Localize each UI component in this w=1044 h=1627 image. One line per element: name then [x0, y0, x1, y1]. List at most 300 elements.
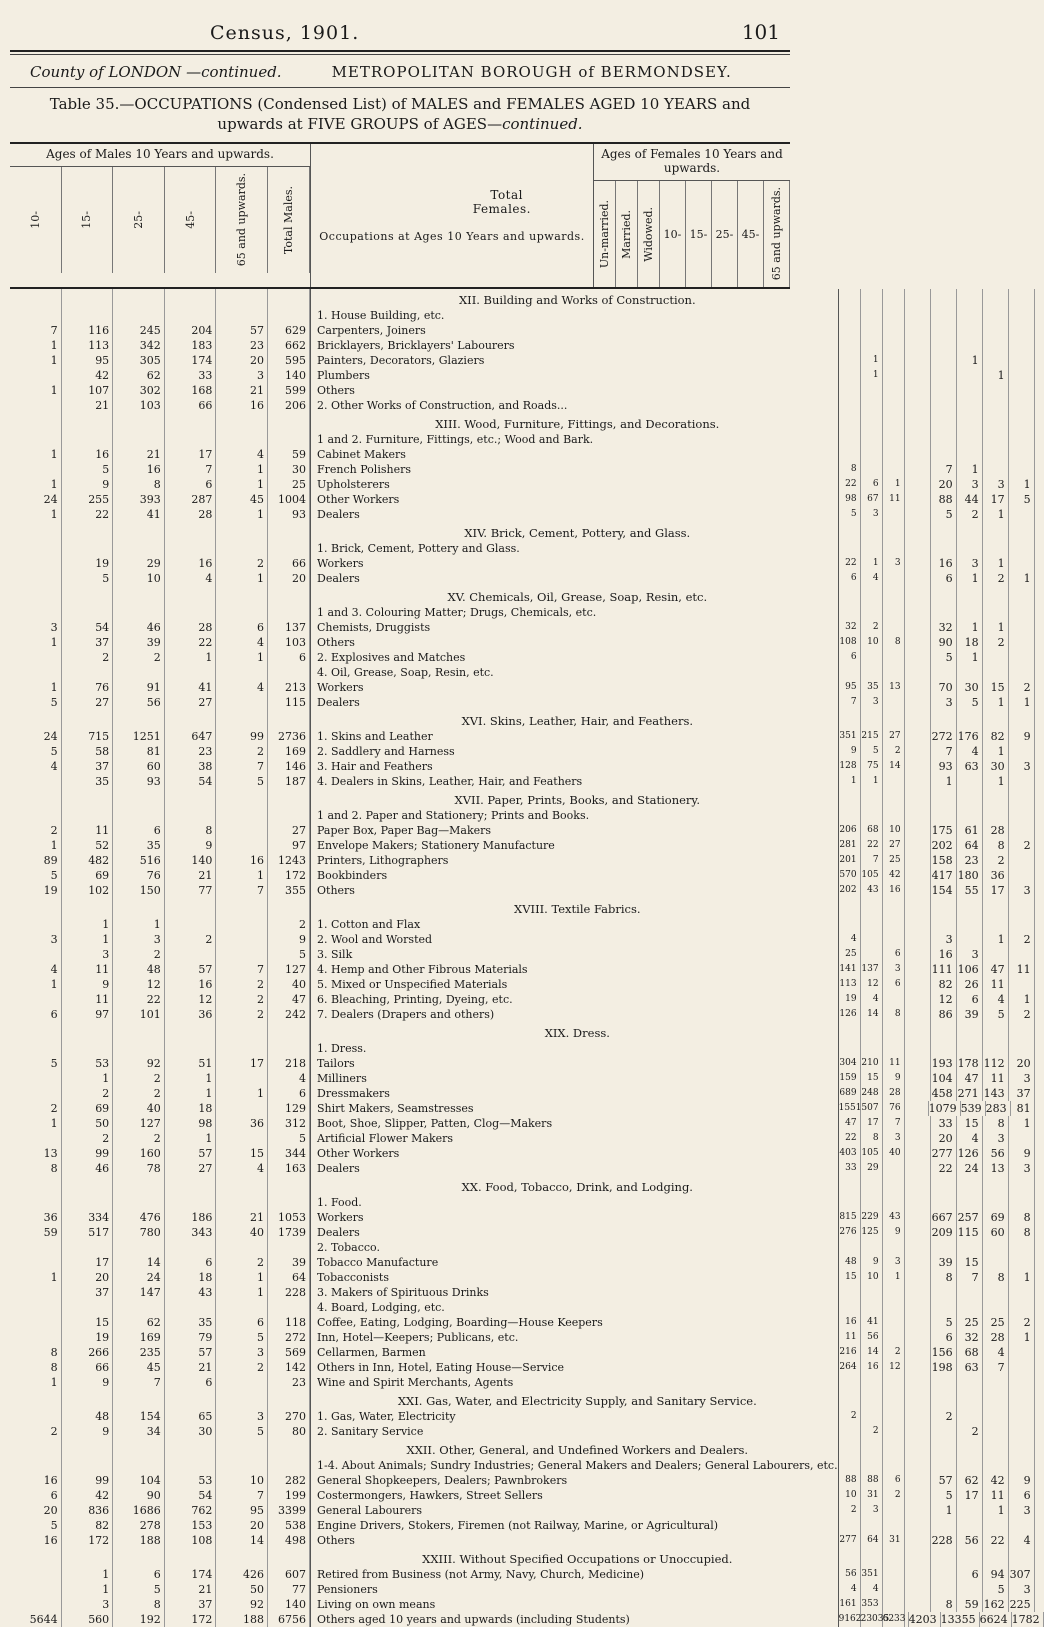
female-value-cell [883, 1195, 905, 1210]
female-value-cell: 57 [931, 1473, 957, 1488]
male-values-row [10, 1225, 310, 1240]
female-value-cell: 18 [957, 635, 983, 650]
female-value-cell: 351 [839, 729, 861, 744]
male-value-cell: 10 [113, 571, 165, 586]
empty-cell [1009, 1390, 1035, 1409]
male-value-cell: 56 [113, 695, 165, 710]
female-value-cell [905, 823, 931, 838]
female-value-cell: 128 [839, 759, 861, 774]
occupation-label: Dealers [310, 507, 839, 522]
empty-cell [10, 289, 62, 308]
female-value-cell: 2 [883, 1488, 905, 1503]
female-values-row [839, 1360, 1035, 1375]
male-value-cell: 169 [268, 744, 310, 759]
female-value-cell [861, 1195, 883, 1210]
female-value-cell [883, 432, 905, 447]
female-value-cell [861, 447, 883, 462]
female-values-row [839, 556, 1035, 571]
female-value-cell [883, 462, 905, 477]
female-value-cell: 2 [983, 571, 1009, 586]
male-value-cell: 113 [62, 338, 114, 353]
male-value-cell: 2 [216, 1360, 268, 1375]
empty-cell [983, 289, 1009, 308]
female-values-row [839, 462, 1035, 477]
male-value-cell: 16 [62, 447, 114, 462]
occupation-label: 4. Oil, Grease, Soap, Resin, etc. [310, 665, 839, 680]
male-value-cell: 16 [216, 853, 268, 868]
female-value-cell: 276 [839, 1225, 861, 1240]
female-value-cell: 55 [957, 883, 983, 898]
empty-cell [113, 1439, 165, 1458]
female-value-cell [931, 447, 957, 462]
female-value-cell [905, 729, 931, 744]
male-value-cell [216, 308, 268, 323]
female-value-cell: 4 [983, 992, 1009, 1007]
male-value-cell [268, 605, 310, 620]
female-value-cell: 111 [931, 962, 957, 977]
female-value-cell [883, 368, 905, 383]
female-value-cell: 2 [839, 1409, 861, 1424]
empty-cell [931, 586, 957, 605]
female-values-row [839, 477, 1035, 492]
female-value-cell: 5 [931, 650, 957, 665]
empty-cell [957, 1439, 983, 1458]
occupation-label: General Labourers [310, 1503, 839, 1518]
male-value-cell: 1243 [268, 853, 310, 868]
male-value-cell: 24 [10, 492, 62, 507]
male-value-cell: 6 [113, 1567, 165, 1582]
occupation-label: 1. Skins and Leather [310, 729, 839, 744]
male-value-cell: 25 [268, 477, 310, 492]
male-value-cell [216, 1240, 268, 1255]
section-heading: XIX. Dress. [310, 1022, 839, 1041]
male-value-cell [216, 838, 268, 853]
empty-cell [165, 1390, 217, 1409]
male-values-row [10, 338, 310, 353]
female-value-cell: 5 [861, 744, 883, 759]
female-value-cell [1009, 1300, 1035, 1315]
female-values-row [839, 853, 1035, 868]
male-values-row [10, 507, 310, 522]
female-values-row [839, 1161, 1035, 1176]
male-value-cell [113, 1240, 165, 1255]
female-value-cell: 7 [839, 695, 861, 710]
female-value-cell: 180 [957, 868, 983, 883]
borough-name: METROPOLITAN BOROUGH of BERMONDSEY. [331, 63, 732, 81]
male-values-row [10, 383, 310, 398]
female-value-cell [931, 808, 957, 823]
male-values-row [10, 947, 310, 962]
female-value-cell [905, 962, 931, 977]
female-values-row [839, 1255, 1035, 1270]
male-value-cell: 344 [268, 1146, 310, 1161]
female-value-cell: 570 [839, 868, 861, 883]
empty-cell [983, 898, 1009, 917]
female-value-cell [905, 883, 931, 898]
female-value-cell: 82 [931, 977, 957, 992]
empty-cell [839, 1176, 861, 1195]
male-value-cell [216, 1101, 268, 1116]
male-age-label: 45- [183, 211, 197, 229]
female-values-row [839, 1533, 1035, 1548]
female-value-cell [905, 808, 931, 823]
female-value-cell: 1 [1009, 992, 1035, 1007]
female-value-cell: 161 [839, 1597, 861, 1612]
female-value-cell [861, 665, 883, 680]
female-value-cell: 8 [1009, 1210, 1035, 1225]
female-value-cell: 17 [957, 1488, 983, 1503]
occupation-label: Pensioners [310, 1582, 839, 1597]
female-value-cell: 126 [957, 1146, 983, 1161]
female-value-cell [905, 353, 931, 368]
empty-cell [861, 522, 883, 541]
female-value-cell [1009, 868, 1035, 883]
male-values-row [10, 462, 310, 477]
empty-cell [62, 789, 114, 808]
female-value-cell: 14 [861, 1345, 883, 1360]
female-value-cell [983, 1409, 1009, 1424]
female-value-cell: 11 [883, 492, 905, 507]
male-value-cell [10, 1300, 62, 1315]
female-column-header [594, 181, 616, 287]
female-value-cell: 88 [861, 1473, 883, 1488]
female-value-cell: 176 [957, 729, 983, 744]
male-value-cell: 140 [268, 1597, 310, 1612]
male-age-column-header [165, 167, 217, 273]
male-value-cell: 16 [165, 977, 217, 992]
male-values-row [10, 883, 310, 898]
female-value-cell [905, 1270, 931, 1285]
male-value-cell: 154 [113, 1409, 165, 1424]
empty-cell [861, 710, 883, 729]
female-value-cell [861, 1285, 883, 1300]
female-value-cell: 16 [839, 1315, 861, 1330]
male-value-cell [10, 541, 62, 556]
occupation-label: Coffee, Eating, Lodging, Boarding—House Keepers [310, 1315, 839, 1330]
empty-cell [113, 789, 165, 808]
female-value-cell: 1 [861, 556, 883, 571]
male-value-cell [165, 1458, 217, 1473]
occupation-label: Upholsterers [310, 477, 839, 492]
male-values-row [10, 917, 310, 932]
occupation-label: 1. House Building, etc. [310, 308, 839, 323]
male-value-cell: 19 [62, 556, 114, 571]
female-values-row [838, 1612, 1040, 1627]
male-value-cell: 11 [62, 962, 114, 977]
empty-cell [10, 1390, 62, 1409]
male-value-cell: 21 [216, 383, 268, 398]
female-value-cell [905, 447, 931, 462]
male-value-cell: 172 [62, 1533, 114, 1548]
male-value-cell: 7 [216, 962, 268, 977]
female-values-row [839, 1315, 1035, 1330]
female-value-cell [931, 1041, 957, 1056]
male-value-cell: 98 [165, 1116, 217, 1131]
male-value-cell [268, 808, 310, 823]
female-value-cell [905, 1518, 931, 1533]
female-value-cell: 6 [861, 477, 883, 492]
female-value-cell: 3 [883, 1131, 905, 1146]
male-value-cell [216, 947, 268, 962]
female-value-cell [905, 1488, 931, 1503]
female-value-cell [883, 541, 905, 556]
male-value-cell: 3 [113, 932, 165, 947]
female-value-cell: 6 [883, 947, 905, 962]
female-value-cell [861, 1458, 883, 1473]
occupation-label: 1 and 2. Furniture, Fittings, etc.; Wood and Bark. [310, 432, 839, 447]
female-value-cell [839, 605, 861, 620]
female-values-row [839, 1488, 1035, 1503]
female-value-cell: 25 [983, 1315, 1009, 1330]
male-value-cell: 1 [10, 680, 62, 695]
female-value-cell: 94 [983, 1567, 1009, 1582]
female-value-cell [983, 353, 1009, 368]
occupation-label: 3. Hair and Feathers [310, 759, 839, 774]
female-value-cell: 1 [983, 695, 1009, 710]
section-gap-females [839, 1548, 1035, 1567]
female-value-cell: 1 [1009, 1330, 1035, 1345]
male-value-cell [10, 774, 62, 789]
female-value-cell [983, 1195, 1009, 1210]
male-value-cell: 1 [62, 932, 114, 947]
female-value-cell: 81 [1011, 1101, 1035, 1116]
female-values-row [839, 977, 1035, 992]
male-value-cell: 4 [216, 635, 268, 650]
male-value-cell: 1 [10, 353, 62, 368]
empty-cell [113, 1022, 165, 1041]
female-values-row [839, 883, 1035, 898]
male-value-cell [10, 1041, 62, 1056]
female-values-row [839, 571, 1035, 586]
female-value-cell [905, 917, 931, 932]
male-value-cell: 204 [165, 323, 217, 338]
male-value-cell: 11 [62, 823, 114, 838]
male-value-cell: 36 [216, 1116, 268, 1131]
female-value-cell: 277 [931, 1146, 957, 1161]
male-value-cell: 5 [10, 1518, 62, 1533]
female-value-cell: 39 [931, 1255, 957, 1270]
male-value-cell [165, 1240, 217, 1255]
section-heading: XX. Food, Tobacco, Drink, and Lodging. [310, 1176, 839, 1195]
occupation-label: Other Workers [310, 1146, 839, 1161]
male-value-cell: 482 [62, 853, 114, 868]
male-value-cell: 2 [10, 823, 62, 838]
male-value-cell: 42 [62, 368, 114, 383]
male-value-cell: 517 [62, 1225, 114, 1240]
male-age-label: 25- [131, 211, 145, 229]
female-value-cell [905, 432, 931, 447]
empty-cell [165, 710, 217, 729]
female-value-cell: 48 [839, 1255, 861, 1270]
column-header [10, 142, 790, 289]
section-heading: XXI. Gas, Water, and Electricity Supply, and Sanitary Service. [310, 1390, 839, 1409]
female-values-row [839, 1424, 1035, 1439]
empty-cell [983, 1022, 1009, 1041]
male-value-cell [268, 1240, 310, 1255]
male-value-cell [165, 1300, 217, 1315]
male-value-cell: 3 [216, 368, 268, 383]
female-value-cell: 1551 [839, 1101, 861, 1116]
male-value-cell: 79 [165, 1330, 217, 1345]
female-value-cell: 63 [957, 1360, 983, 1375]
female-value-cell [957, 774, 983, 789]
female-value-cell [931, 368, 957, 383]
female-value-cell: 209 [931, 1225, 957, 1240]
empty-cell [216, 1176, 268, 1195]
female-value-cell [861, 338, 883, 353]
female-value-cell: 5 [839, 507, 861, 522]
male-value-cell [113, 1041, 165, 1056]
empty-cell [268, 1548, 310, 1567]
male-value-cell [10, 665, 62, 680]
male-values-row [10, 1041, 310, 1056]
female-value-cell [883, 1315, 905, 1330]
male-value-cell [62, 541, 114, 556]
empty-cell [931, 1176, 957, 1195]
female-values-row [839, 1345, 1035, 1360]
male-value-cell: 76 [62, 680, 114, 695]
female-value-cell [957, 338, 983, 353]
male-value-cell [10, 368, 62, 383]
occupation-label: Dealers [310, 571, 839, 586]
empty-cell [861, 789, 883, 808]
male-value-cell: 14 [216, 1533, 268, 1548]
male-value-cell: 22 [62, 507, 114, 522]
female-value-cell [1009, 1375, 1035, 1390]
female-value-cell: 17 [983, 492, 1009, 507]
female-value-cell [931, 1375, 957, 1390]
male-value-cell: 78 [113, 1161, 165, 1176]
female-values-row [839, 1300, 1035, 1315]
table-title: Table 35.—OCCUPATIONS (Condensed List) of MALES and FEMALES AGED 10 YEARS and upwards at FIVE GROUPS of AGES—continued. [49, 95, 751, 133]
empty-cell [905, 522, 931, 541]
empty-cell [165, 898, 217, 917]
male-value-cell: 34 [113, 1424, 165, 1439]
female-value-cell [839, 1195, 861, 1210]
male-value-cell: 140 [165, 853, 217, 868]
female-value-cell [931, 308, 957, 323]
empty-cell [216, 710, 268, 729]
male-value-cell: 97 [62, 1007, 114, 1022]
female-value-cell [931, 1195, 957, 1210]
male-values-row [10, 635, 310, 650]
male-value-cell [216, 695, 268, 710]
occupation-label: Tobacconists [310, 1270, 839, 1285]
male-value-cell: 8 [113, 477, 165, 492]
male-value-cell: 21 [62, 398, 114, 413]
female-value-cell: 264 [839, 1360, 861, 1375]
occupation-label: Workers [310, 1210, 839, 1225]
female-value-cell: 5 [931, 1488, 957, 1503]
occupation-label: 5. Mixed or Unspecified Materials [310, 977, 839, 992]
female-value-cell [983, 808, 1009, 823]
female-value-cell: 12 [931, 992, 957, 1007]
female-value-cell: 11 [1009, 962, 1035, 977]
male-value-cell: 13 [10, 1146, 62, 1161]
male-value-cell: 58 [62, 744, 114, 759]
male-value-cell: 2 [62, 1086, 114, 1101]
female-value-cell: 27 [883, 729, 905, 744]
female-value-cell: 6 [931, 571, 957, 586]
male-values-row [10, 992, 310, 1007]
female-value-cell: 1 [931, 774, 957, 789]
female-values-row [839, 838, 1035, 853]
female-value-cell: 8 [883, 1007, 905, 1022]
empty-cell [861, 1176, 883, 1195]
female-value-cell [861, 605, 883, 620]
female-value-cell [905, 323, 931, 338]
empty-cell [216, 1439, 268, 1458]
male-value-cell [216, 1041, 268, 1056]
female-values-row [839, 1225, 1035, 1240]
empty-cell [268, 413, 310, 432]
male-value-cell: 11 [62, 992, 114, 1007]
female-value-cell: 64 [861, 1533, 883, 1548]
female-value-cell: 3 [957, 556, 983, 571]
section-gap-females [839, 789, 1035, 808]
female-value-cell [905, 571, 931, 586]
female-value-cell: 11 [983, 1071, 1009, 1086]
male-value-cell [268, 1458, 310, 1473]
male-values-row [10, 1518, 310, 1533]
male-values-row [10, 1409, 310, 1424]
female-value-cell [983, 1375, 1009, 1390]
section-gap-males [10, 1439, 310, 1458]
empty-cell [10, 789, 62, 808]
male-value-cell: 2 [10, 1101, 62, 1116]
female-value-cell [931, 353, 957, 368]
empty-cell [216, 413, 268, 432]
female-value-cell [905, 1375, 931, 1390]
section-gap-males [10, 1548, 310, 1567]
female-value-cell [1009, 383, 1035, 398]
empty-cell [861, 289, 883, 308]
male-value-cell [165, 541, 217, 556]
males-header [10, 144, 310, 287]
female-value-cell [861, 432, 883, 447]
female-value-cell [905, 605, 931, 620]
female-value-cell: 2 [957, 1424, 983, 1439]
occupation-label: Wine and Spirit Merchants, Agents [310, 1375, 839, 1390]
male-value-cell: 140 [268, 368, 310, 383]
male-value-cell [268, 665, 310, 680]
female-values-row [839, 1458, 1035, 1473]
male-value-cell: 188 [113, 1533, 165, 1548]
male-value-cell: 6756 [268, 1612, 310, 1627]
female-value-cell: 667 [931, 1210, 957, 1225]
female-value-cell: 20 [1009, 1056, 1035, 1071]
female-value-cell: 539 [961, 1101, 986, 1116]
male-value-cell: 1 [62, 1071, 114, 1086]
empty-cell [1009, 898, 1035, 917]
female-column-label: 25- [715, 227, 734, 241]
empty-cell [10, 710, 62, 729]
female-value-cell [983, 947, 1009, 962]
occupation-label: Dealers [310, 695, 839, 710]
male-value-cell: 40 [216, 1225, 268, 1240]
male-values-row [10, 541, 310, 556]
female-value-cell: 6 [839, 650, 861, 665]
occupation-label: Cabinet Makers [310, 447, 839, 462]
male-values-row [10, 1285, 310, 1300]
male-value-cell: 7 [216, 1488, 268, 1503]
female-value-cell: 15 [957, 1255, 983, 1270]
female-value-cell [839, 1041, 861, 1056]
female-value-cell: 22 [931, 1161, 957, 1176]
male-values-row [10, 868, 310, 883]
male-value-cell [216, 605, 268, 620]
male-value-cell [10, 1409, 62, 1424]
